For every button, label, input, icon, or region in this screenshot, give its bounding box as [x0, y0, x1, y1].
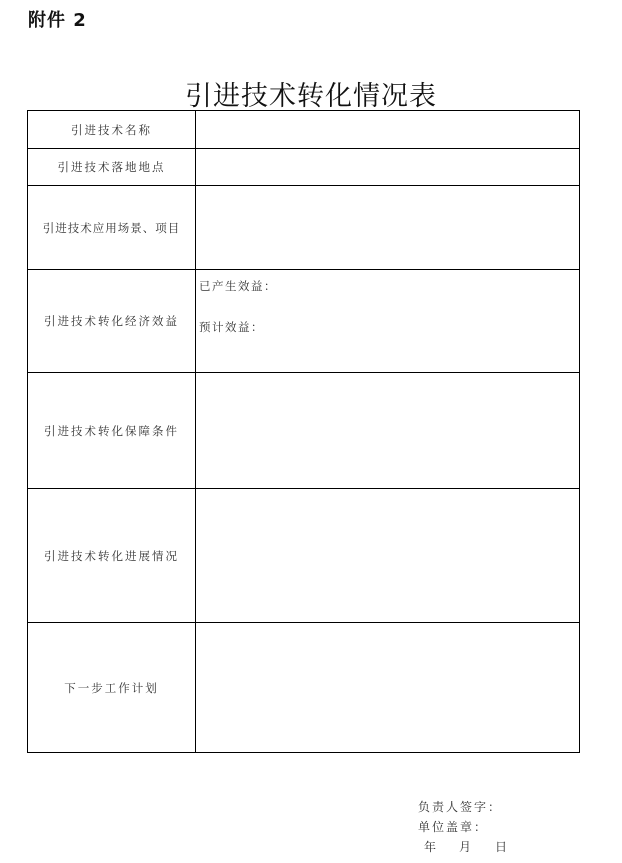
row-label-tech-location: 引进技术落地地点: [28, 149, 196, 186]
date-day-label: 日: [495, 840, 508, 854]
expected-benefit-label: 预计效益：: [199, 320, 264, 334]
annex-label: 附件 2: [28, 10, 87, 31]
table-row: [28, 373, 580, 489]
row-label-tech-application: 引进技术应用场景、项目: [28, 186, 196, 270]
row-label-guarantee-conditions: 引进技术转化保障条件: [28, 373, 196, 489]
table-row: [28, 111, 580, 149]
date-year-label: 年: [424, 840, 437, 854]
row-label-progress: 引进技术转化进展情况: [28, 489, 196, 623]
form-title: 引进技术转化情况表: [185, 81, 437, 112]
row-label-next-plan: 下一步工作计划: [28, 623, 196, 753]
table-row: [28, 186, 580, 270]
row-label-tech-name: 引进技术名称: [28, 111, 196, 149]
tech-location-cell[interactable]: [196, 149, 580, 186]
person-signature-label: 负责人签字：: [418, 800, 503, 814]
tech-transfer-form-table: [27, 110, 580, 753]
guarantee-conditions-cell[interactable]: [196, 373, 580, 489]
table-row: [28, 623, 580, 753]
progress-cell[interactable]: [196, 489, 580, 623]
table-row: [28, 149, 580, 186]
generated-benefit-label: 已产生效益：: [199, 279, 277, 293]
tech-name-cell[interactable]: [196, 111, 580, 149]
table-row: [28, 270, 580, 373]
unit-seal-label: 单位盖章：: [418, 820, 489, 834]
row-label-economic-benefit: 引进技术转化经济效益: [28, 270, 196, 373]
tech-application-cell[interactable]: [196, 186, 580, 270]
date-month-label: 月: [459, 840, 472, 854]
economic-benefit-cell[interactable]: [196, 270, 580, 373]
next-plan-cell[interactable]: [196, 623, 580, 753]
table-row: [28, 489, 580, 623]
